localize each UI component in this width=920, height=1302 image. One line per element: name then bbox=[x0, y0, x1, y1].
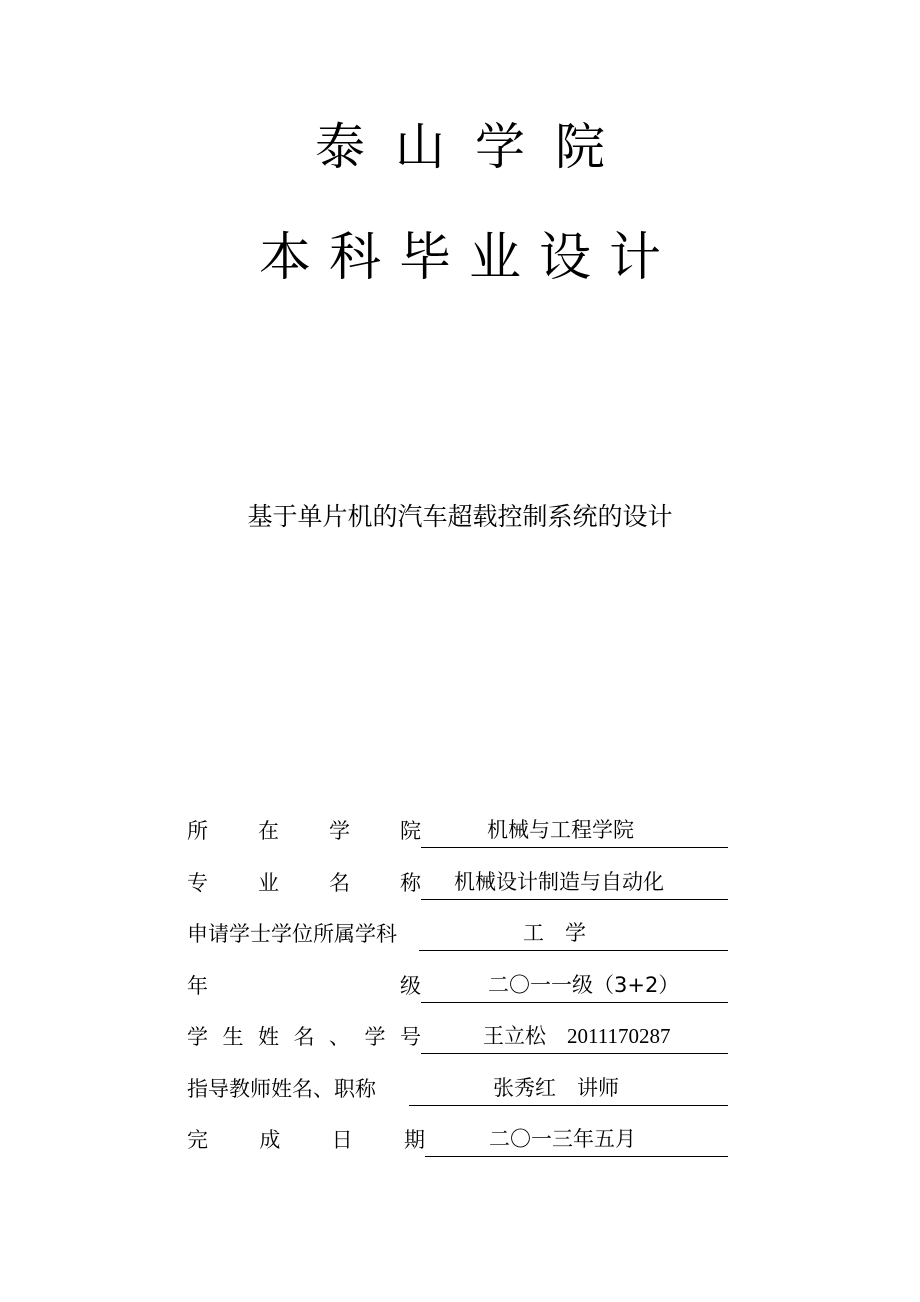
label-char: 级 bbox=[400, 973, 421, 998]
label-char: 称 bbox=[400, 870, 421, 895]
info-label-grade bbox=[187, 969, 421, 1003]
info-value-student bbox=[421, 1019, 728, 1054]
info-value-text: 二〇一一级（3+2） bbox=[488, 972, 680, 997]
info-row-college bbox=[187, 802, 728, 848]
label-char: 学 bbox=[187, 1025, 208, 1049]
university-name: 泰山学院 bbox=[315, 118, 635, 176]
label-char: 日 bbox=[331, 1128, 353, 1152]
label-char: 、 bbox=[329, 1025, 350, 1049]
label-text: 指导教师姓名、职称 bbox=[187, 1076, 376, 1101]
info-value-discipline bbox=[419, 916, 728, 951]
label-char: 院 bbox=[400, 819, 421, 843]
info-row-student bbox=[187, 1008, 728, 1054]
label-char: 年 bbox=[187, 973, 208, 998]
info-label-discipline bbox=[187, 917, 419, 951]
info-row-advisor bbox=[187, 1060, 728, 1106]
info-value-text: 机械与工程学院 bbox=[487, 818, 634, 842]
info-value-grade bbox=[421, 968, 728, 1003]
label-char: 号 bbox=[400, 1025, 421, 1049]
label-char: 成 bbox=[259, 1128, 281, 1152]
label-char: 生 bbox=[222, 1025, 244, 1049]
info-value-text: 机械设计制造与自动化 bbox=[454, 869, 664, 894]
info-label-student bbox=[187, 1020, 421, 1054]
info-value-text: 工 学 bbox=[523, 921, 586, 945]
label-char: 名 bbox=[293, 1025, 315, 1049]
label-char: 名 bbox=[329, 870, 350, 895]
info-value-college bbox=[421, 813, 728, 848]
info-row-discipline bbox=[187, 905, 728, 951]
label-char: 业 bbox=[258, 870, 279, 895]
info-value-text: 王立松 2011170287 bbox=[483, 1024, 671, 1048]
document-type-heading: 本科毕业设计 bbox=[258, 228, 679, 288]
label-char: 专 bbox=[187, 870, 208, 895]
info-value-advisor bbox=[409, 1071, 728, 1106]
info-value-text: 二〇一三年五月 bbox=[489, 1127, 636, 1151]
thesis-title: 基于单片机的汽车超载控制系统的设计 bbox=[247, 502, 673, 531]
info-label-college bbox=[187, 814, 421, 848]
label-text: 申请学士学位所属学科 bbox=[187, 922, 397, 946]
info-row-grade bbox=[187, 957, 728, 1003]
label-char: 所 bbox=[187, 819, 208, 843]
label-char: 姓 bbox=[258, 1025, 279, 1049]
info-value-major bbox=[421, 865, 728, 900]
info-table bbox=[187, 802, 728, 1163]
info-label-advisor bbox=[187, 1072, 409, 1106]
label-char: 期 bbox=[403, 1128, 425, 1152]
label-char: 学 bbox=[329, 819, 350, 843]
label-char: 在 bbox=[258, 819, 279, 843]
info-value-text: 张秀红 讲师 bbox=[493, 1075, 619, 1100]
info-label-major bbox=[187, 866, 421, 900]
label-char: 学 bbox=[364, 1025, 386, 1049]
info-label-completion-date bbox=[187, 1123, 425, 1157]
label-char: 完 bbox=[187, 1128, 208, 1152]
info-value-completion-date bbox=[425, 1122, 728, 1157]
info-row-major bbox=[187, 854, 728, 900]
info-row-completion-date bbox=[187, 1111, 728, 1157]
